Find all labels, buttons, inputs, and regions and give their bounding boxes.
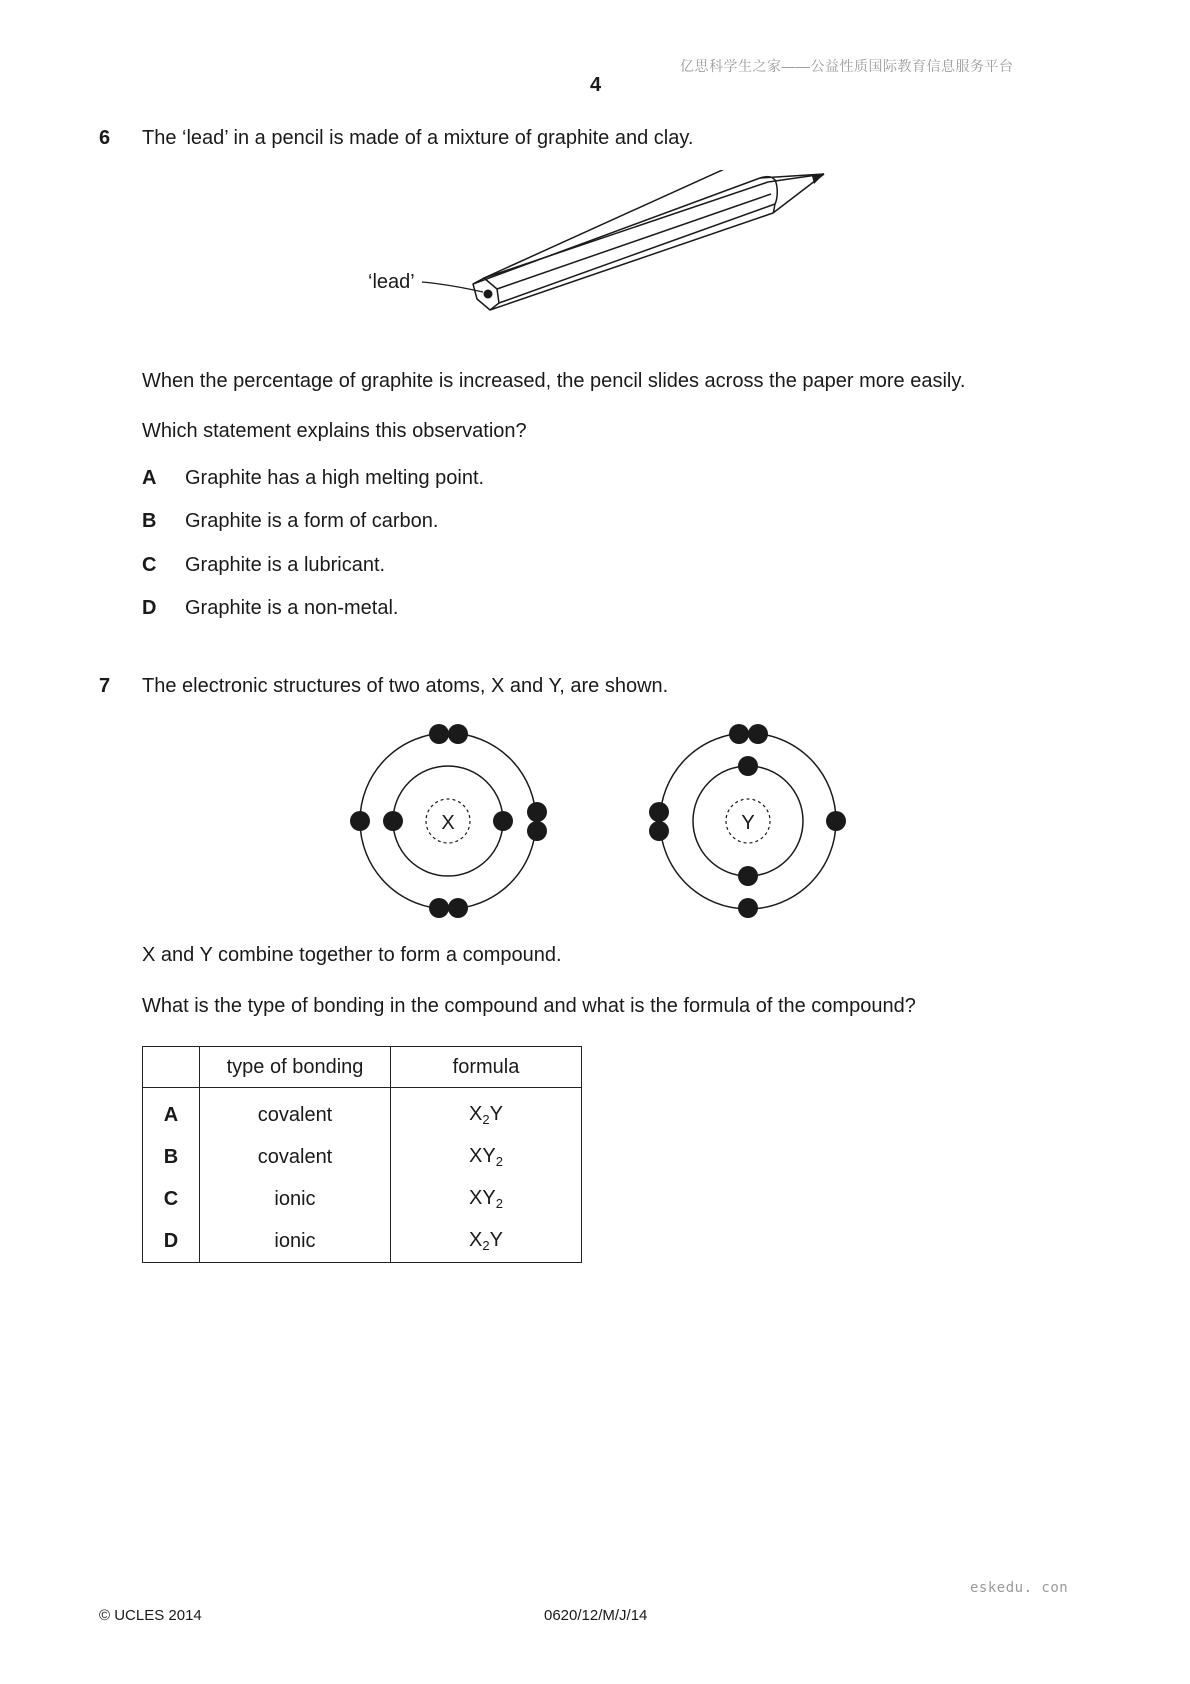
question-7-number: 7 bbox=[99, 675, 111, 697]
formula-base: X bbox=[469, 1103, 483, 1125]
row-letter: C bbox=[143, 1178, 200, 1220]
row-bonding: covalent bbox=[200, 1088, 391, 1137]
q6-option-b-text[interactable]: Graphite is a form of carbon. bbox=[185, 510, 439, 532]
row-letter: A bbox=[143, 1088, 200, 1137]
table-row[interactable] bbox=[143, 1220, 582, 1263]
answer-table-header bbox=[143, 1047, 582, 1088]
row-formula bbox=[391, 1088, 582, 1137]
atom-x-label: X bbox=[441, 812, 455, 834]
atom-y-diagram bbox=[640, 720, 860, 920]
atom-y-label: Y bbox=[741, 812, 755, 834]
formula-subscript: 2 bbox=[495, 1154, 503, 1169]
question-6-question: Which statement explains this observation? bbox=[142, 420, 527, 442]
row-bonding: ionic bbox=[200, 1178, 391, 1220]
table-row[interactable] bbox=[143, 1088, 582, 1137]
q6-option-b-letter: B bbox=[142, 510, 157, 532]
answer-table bbox=[142, 1046, 582, 1263]
pencil-lead-label: ‘lead’ bbox=[368, 271, 415, 293]
page-number: 4 bbox=[590, 74, 602, 96]
header-watermark: 亿思科学生之家——公益性质国际教育信息服务平台 bbox=[680, 58, 1014, 74]
pencil-diagram bbox=[350, 170, 840, 350]
footer-copyright: © UCLES 2014 bbox=[99, 1607, 202, 1624]
row-formula bbox=[391, 1178, 582, 1220]
row-formula bbox=[391, 1220, 582, 1263]
formula-tail: Y bbox=[489, 1229, 503, 1251]
question-6-number: 6 bbox=[99, 127, 111, 149]
q6-option-a-text[interactable]: Graphite has a high melting point. bbox=[185, 467, 485, 489]
q6-option-d-text[interactable]: Graphite is a non-metal. bbox=[185, 597, 399, 619]
formula-base: XY bbox=[469, 1145, 496, 1167]
header-formula: formula bbox=[391, 1047, 582, 1088]
q6-option-d-letter: D bbox=[142, 597, 157, 619]
header-blank bbox=[143, 1047, 200, 1088]
question-7-stem: The electronic structures of two atoms, X and Y, are shown. bbox=[142, 675, 669, 697]
footer-watermark: eskedu. con bbox=[970, 1580, 1069, 1596]
table-row[interactable] bbox=[143, 1136, 582, 1178]
row-formula bbox=[391, 1136, 582, 1178]
question-7-statement: X and Y combine together to form a compound. bbox=[142, 944, 562, 966]
row-letter: D bbox=[143, 1220, 200, 1263]
header-type-of-bonding: type of bonding bbox=[200, 1047, 391, 1088]
formula-base: XY bbox=[469, 1187, 496, 1209]
table-row[interactable] bbox=[143, 1178, 582, 1220]
formula-base: X bbox=[469, 1229, 483, 1251]
q6-option-c-text[interactable]: Graphite is a lubricant. bbox=[185, 554, 386, 576]
footer-paper-code: 0620/12/M/J/14 bbox=[544, 1607, 648, 1624]
q6-option-c-letter: C bbox=[142, 554, 157, 576]
question-6-observation: When the percentage of graphite is increased, the pencil slides across the paper more easily. bbox=[142, 370, 966, 392]
formula-subscript: 2 bbox=[482, 1238, 490, 1253]
formula-tail: Y bbox=[489, 1103, 503, 1125]
row-bonding: covalent bbox=[200, 1136, 391, 1178]
q6-option-a-letter: A bbox=[142, 467, 157, 489]
row-letter: B bbox=[143, 1136, 200, 1178]
formula-subscript: 2 bbox=[482, 1112, 490, 1127]
row-bonding: ionic bbox=[200, 1220, 391, 1263]
question-6-stem: The ‘lead’ in a pencil is made of a mixture of graphite and clay. bbox=[142, 127, 694, 149]
formula-subscript: 2 bbox=[495, 1196, 503, 1211]
atom-x-diagram bbox=[340, 720, 560, 920]
question-7-question: What is the type of bonding in the compound and what is the formula of the compound? bbox=[142, 995, 916, 1017]
